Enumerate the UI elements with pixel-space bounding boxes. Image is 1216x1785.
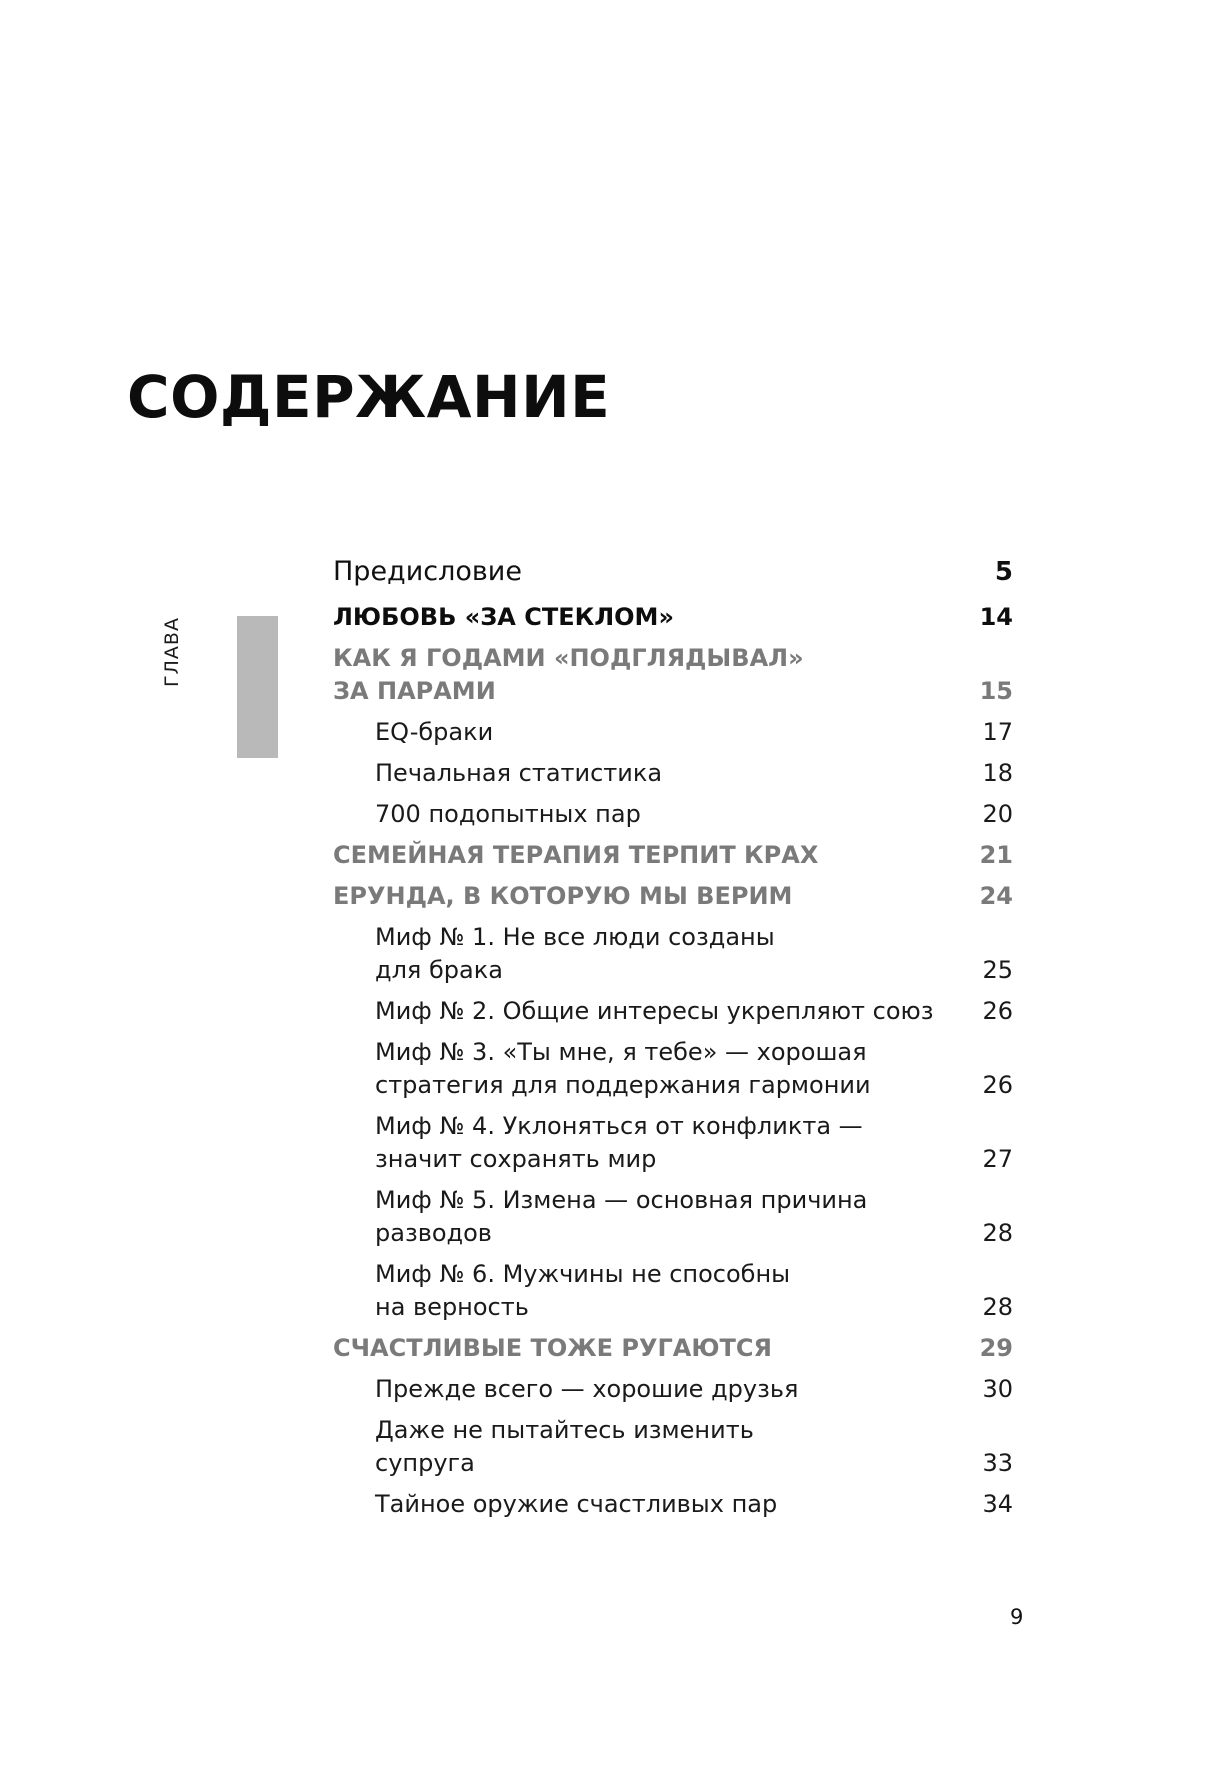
toc-entry-title: Предисловие xyxy=(333,556,522,587)
toc-entry-title: Прежде всего — хорошие друзья xyxy=(375,1375,799,1403)
toc-entry-page: 28 xyxy=(982,1293,1013,1321)
toc-entry-title: Миф № 6. Мужчины не способны на верность xyxy=(375,1260,791,1321)
toc-entry-title: Тайное оружие счастливых пар xyxy=(375,1490,778,1518)
toc-subsection-entry[interactable] xyxy=(333,1369,1013,1410)
toc-entry-page: 24 xyxy=(979,882,1013,910)
toc-subsection-entry[interactable] xyxy=(333,1106,1013,1180)
toc-entry-title: ЕРУНДА, В КОТОРУЮ МЫ ВЕРИМ xyxy=(333,882,793,910)
toc-entry-title: Печальная статистика xyxy=(375,759,663,787)
toc-subsection-entry[interactable] xyxy=(333,1032,1013,1106)
toc-entry-page: 29 xyxy=(979,1334,1013,1362)
toc-entry-page: 28 xyxy=(982,1219,1013,1247)
toc-entry-title: ЛЮБОВЬ «ЗА СТЕКЛОМ» xyxy=(333,603,674,631)
toc-entry-title: СЧАСТЛИВЫЕ ТОЖЕ РУГАЮТСЯ xyxy=(333,1334,772,1362)
toc-entry-page: 18 xyxy=(982,759,1013,787)
toc-entry-title: Миф № 3. «Ты мне, я тебе» — хорошая стратегия для поддержания гармонии xyxy=(375,1038,871,1099)
toc-subsection-entry[interactable] xyxy=(333,712,1013,753)
toc-entry-page: 17 xyxy=(982,718,1013,746)
table-of-contents xyxy=(333,548,1013,1525)
toc-entry-page: 15 xyxy=(979,677,1013,705)
toc-subsection-entry[interactable] xyxy=(333,917,1013,991)
toc-entry-title: Миф № 5. Измена — основная причина разводов xyxy=(375,1186,868,1247)
toc-entry-page: 30 xyxy=(982,1375,1013,1403)
toc-entry-page: 33 xyxy=(982,1449,1013,1477)
toc-section-entry[interactable] xyxy=(333,1328,1013,1369)
toc-entry-title: Даже не пытайтесь изменить супруга xyxy=(375,1416,754,1477)
toc-entry-page: 14 xyxy=(979,603,1013,631)
toc-subsection-entry[interactable] xyxy=(333,991,1013,1032)
toc-entry-page: 34 xyxy=(982,1490,1013,1518)
toc-section-entry[interactable] xyxy=(333,835,1013,876)
toc-entry-title: СЕМЕЙНАЯ ТЕРАПИЯ ТЕРПИТ КРАХ xyxy=(333,841,819,869)
toc-section-entry[interactable] xyxy=(333,638,1013,712)
toc-entry-page: 27 xyxy=(982,1145,1013,1173)
toc-entry-title: КАК Я ГОДАМИ «ПОДГЛЯДЫВАЛ» ЗА ПАРАМИ xyxy=(333,644,804,705)
toc-entry-title: 700 подопытных пар xyxy=(375,800,641,828)
toc-list xyxy=(333,638,1013,1525)
toc-subsection-entry[interactable] xyxy=(333,753,1013,794)
toc-entry-page: 26 xyxy=(982,1071,1013,1099)
toc-subsection-entry[interactable] xyxy=(333,1254,1013,1328)
toc-section-entry[interactable] xyxy=(333,876,1013,917)
toc-entry-title: Миф № 4. Уклоняться от конфликта — значит сохранять мир xyxy=(375,1112,863,1173)
chapter-label: ГЛАВА xyxy=(161,617,183,687)
toc-entry-chapter[interactable] xyxy=(333,596,1013,638)
toc-entry-page: 26 xyxy=(982,997,1013,1025)
toc-entry-title: Миф № 1. Не все люди созданы для брака xyxy=(375,923,775,984)
toc-subsection-entry[interactable] xyxy=(333,794,1013,835)
chapter-number-glyph xyxy=(237,616,278,758)
toc-entry-title: EQ-браки xyxy=(375,718,494,746)
page-title: СОДЕРЖАНИЕ xyxy=(127,363,611,431)
toc-entry-page: 5 xyxy=(994,557,1013,587)
toc-entry-page: 25 xyxy=(982,956,1013,984)
toc-entry-page: 20 xyxy=(982,800,1013,828)
page-number: 9 xyxy=(1010,1605,1024,1629)
toc-subsection-entry[interactable] xyxy=(333,1410,1013,1484)
toc-entry-title: Миф № 2. Общие интересы укрепляют союз xyxy=(375,997,934,1025)
toc-entry-page: 21 xyxy=(979,841,1013,869)
toc-entry-preface[interactable] xyxy=(333,548,1013,596)
chapter-number xyxy=(237,616,238,617)
toc-subsection-entry[interactable] xyxy=(333,1484,1013,1525)
toc-subsection-entry[interactable] xyxy=(333,1180,1013,1254)
